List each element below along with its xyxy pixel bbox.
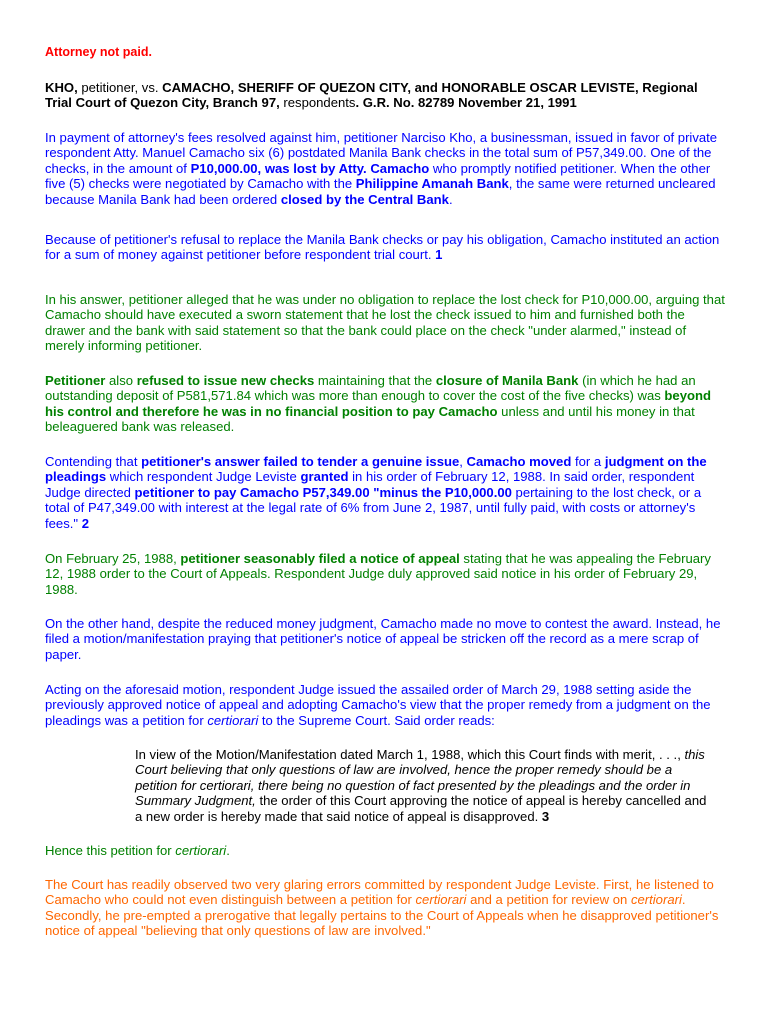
case-caption (45, 80, 725, 111)
text-run: who promptly notified petitioner. When the other five (5) checks were negotiated by Camacho with the (45, 160, 711, 192)
text-run: and a petition for review on (466, 892, 631, 908)
paragraph-answer (45, 292, 725, 354)
text-run: On February 25, 1988, (45, 551, 181, 566)
paragraph-court-observation (45, 877, 725, 939)
text-run: stating that he was appealing the February 12, 1988 order to the Court of Appeals. Respondent Judge duly approved said notice in his order of February 29, 1988. (45, 551, 711, 597)
italic-run: certiorari (207, 712, 259, 728)
paragraph-assailed-order (45, 682, 725, 728)
caption-case-number: . G.R. No. 82789 November 21, 1991 (355, 95, 577, 111)
caption-text: petitioner, vs. (77, 80, 163, 95)
bold-run: petitioner's answer failed to tender a genuine issue (141, 454, 460, 469)
paragraph-facts-checks (45, 130, 725, 207)
text-run: In view of the Motion/Manifestation dated March 1, 1988, which this Court finds with merit, . . ., (135, 747, 685, 762)
caption-petitioner-name: KHO, (45, 80, 78, 95)
footnote-ref: 1 (435, 247, 443, 263)
text-run: . (448, 191, 453, 207)
italic-run: certiorari (630, 892, 682, 908)
footnote-ref: 2 (81, 515, 89, 531)
paragraph-refusal (45, 373, 725, 435)
text-run: (in which he had an outstanding deposit of P581,571.84 which was more than enough to cover the cost of the five checks) was (45, 373, 696, 404)
text-run: . (226, 843, 230, 858)
text-run: Acting on the aforesaid motion, respondent Judge issued the assailed order of March 29, 1988 setting aside the previously approved notice of appeal and adopting Camacho's view that the proper remedy from a judgment on the pleadings was a petition for (45, 682, 711, 728)
text-run: Hence this petition for (45, 843, 176, 858)
italic-run: certiorari (415, 892, 467, 908)
paragraph-appeal (45, 551, 725, 597)
paragraph-judgment (45, 454, 725, 531)
text-run: for a (571, 454, 605, 469)
bold-run: Philippine Amanah Bank (355, 176, 509, 192)
bold-run: refused to issue new checks (136, 373, 315, 388)
text-run: to the Supreme Court. Said order reads: (258, 712, 495, 728)
bold-run: Petitioner (45, 373, 106, 388)
text-run: In his answer, petitioner alleged that he was under no obligation to replace the lost check for P10,000.00, arguing that Camacho should have executed a sworn statement that he lost the check issued to him and furnished both the drawer and the bank with said statement so that the bank could place on the check "under alarmed," instead of merely informing petitioner. (45, 292, 725, 354)
text-run: which respondent Judge Leviste (106, 469, 301, 485)
bold-run: petitioner seasonably filed a notice of appeal (180, 551, 460, 566)
bold-run: closed by the Central Bank (280, 191, 449, 207)
caption-respondents-names: CAMACHO, SHERIFF OF QUEZON CITY, and HONORABLE OSCAR LEVISTE, Regional Trial Court of Quezon City, Branch 97, (45, 80, 698, 111)
text-run: in his order of February 12, 1988. In said order, respondent Judge directed (45, 469, 695, 500)
paragraph-action-filed (45, 232, 725, 263)
bold-run: petitioner to pay Camacho P57,349.00 "minus the P10,000.00 (134, 484, 512, 500)
text-run: Contending that (45, 454, 142, 469)
bold-run: Camacho moved (466, 454, 572, 469)
note-heading: Attorney not paid. (45, 45, 152, 59)
italic-run: certiorari (175, 843, 227, 858)
bold-run: beyond his control and therefore he was in no financial position to pay Camacho (45, 388, 711, 419)
footnote-ref: 3 (541, 808, 550, 824)
bold-run: closure of Manila Bank (435, 373, 579, 388)
italic-run: this Court believing that only questions of law are involved, hence the proper remedy should be a petition for certiorari, there being no question of fact presented by the pleadings and the order in Summary Judgment, (135, 747, 705, 809)
paragraph-petition (45, 843, 725, 858)
text-run: maintaining that the (314, 373, 436, 388)
caption-text: respondents (279, 95, 356, 111)
text-run: , (459, 454, 467, 469)
text-run: . Secondly, he pre-empted a prerogative that legally pertains to the Court of Appeals when he disapproved petitioner's notice of appeal "believing that only questions of law are involved." (45, 892, 719, 939)
text-run: , the same were returned uncleared because Manila Bank had been ordered (45, 176, 716, 207)
block-quote-order (135, 747, 715, 824)
text-run: the order of this Court approving the notice of appeal is hereby cancelled and a new order is hereby made that said notice of appeal is disapproved. (135, 793, 707, 824)
text-run: In payment of attorney's fees resolved against him, petitioner Narciso Kho, a businessman, issued in favor of private respondent Atty. Manuel Camacho six (6) postdated Manila Bank checks in the total sum of P57,349.00. One of the checks, in the amount of (45, 130, 718, 176)
bold-run: granted (300, 469, 349, 485)
text-run: On the other hand, despite the reduced money judgment, Camacho made no move to contest the award. Instead, he filed a motion/manifestation praying that petitioner's notice of appeal be stricken off the record as a mere scrap of paper. (45, 616, 721, 662)
paragraph-motion (45, 616, 725, 662)
text-run: also (105, 373, 137, 388)
text-run: The Court has readily observed two very glaring errors committed by respondent Judge Leviste. First, he listened to Camacho who could not even distinguish between a petition for (45, 877, 714, 908)
bold-run: judgment on the pleadings (45, 454, 707, 485)
bold-run: P10,000.00, was lost by Atty. Camacho (190, 160, 430, 176)
text-run: pertaining to the lost check, or a total of P47,349.00 with interest at the legal rate of 6% from June 2, 1987, until fully paid, with costs or attorney's fees." (45, 484, 702, 531)
text-run: Because of petitioner's refusal to replace the Manila Bank checks or pay his obligation, Camacho instituted an action for a sum of money against petitioner before respondent trial court. (45, 232, 720, 263)
text-run: unless and until his money in that beleaguered bank was released. (45, 403, 695, 435)
